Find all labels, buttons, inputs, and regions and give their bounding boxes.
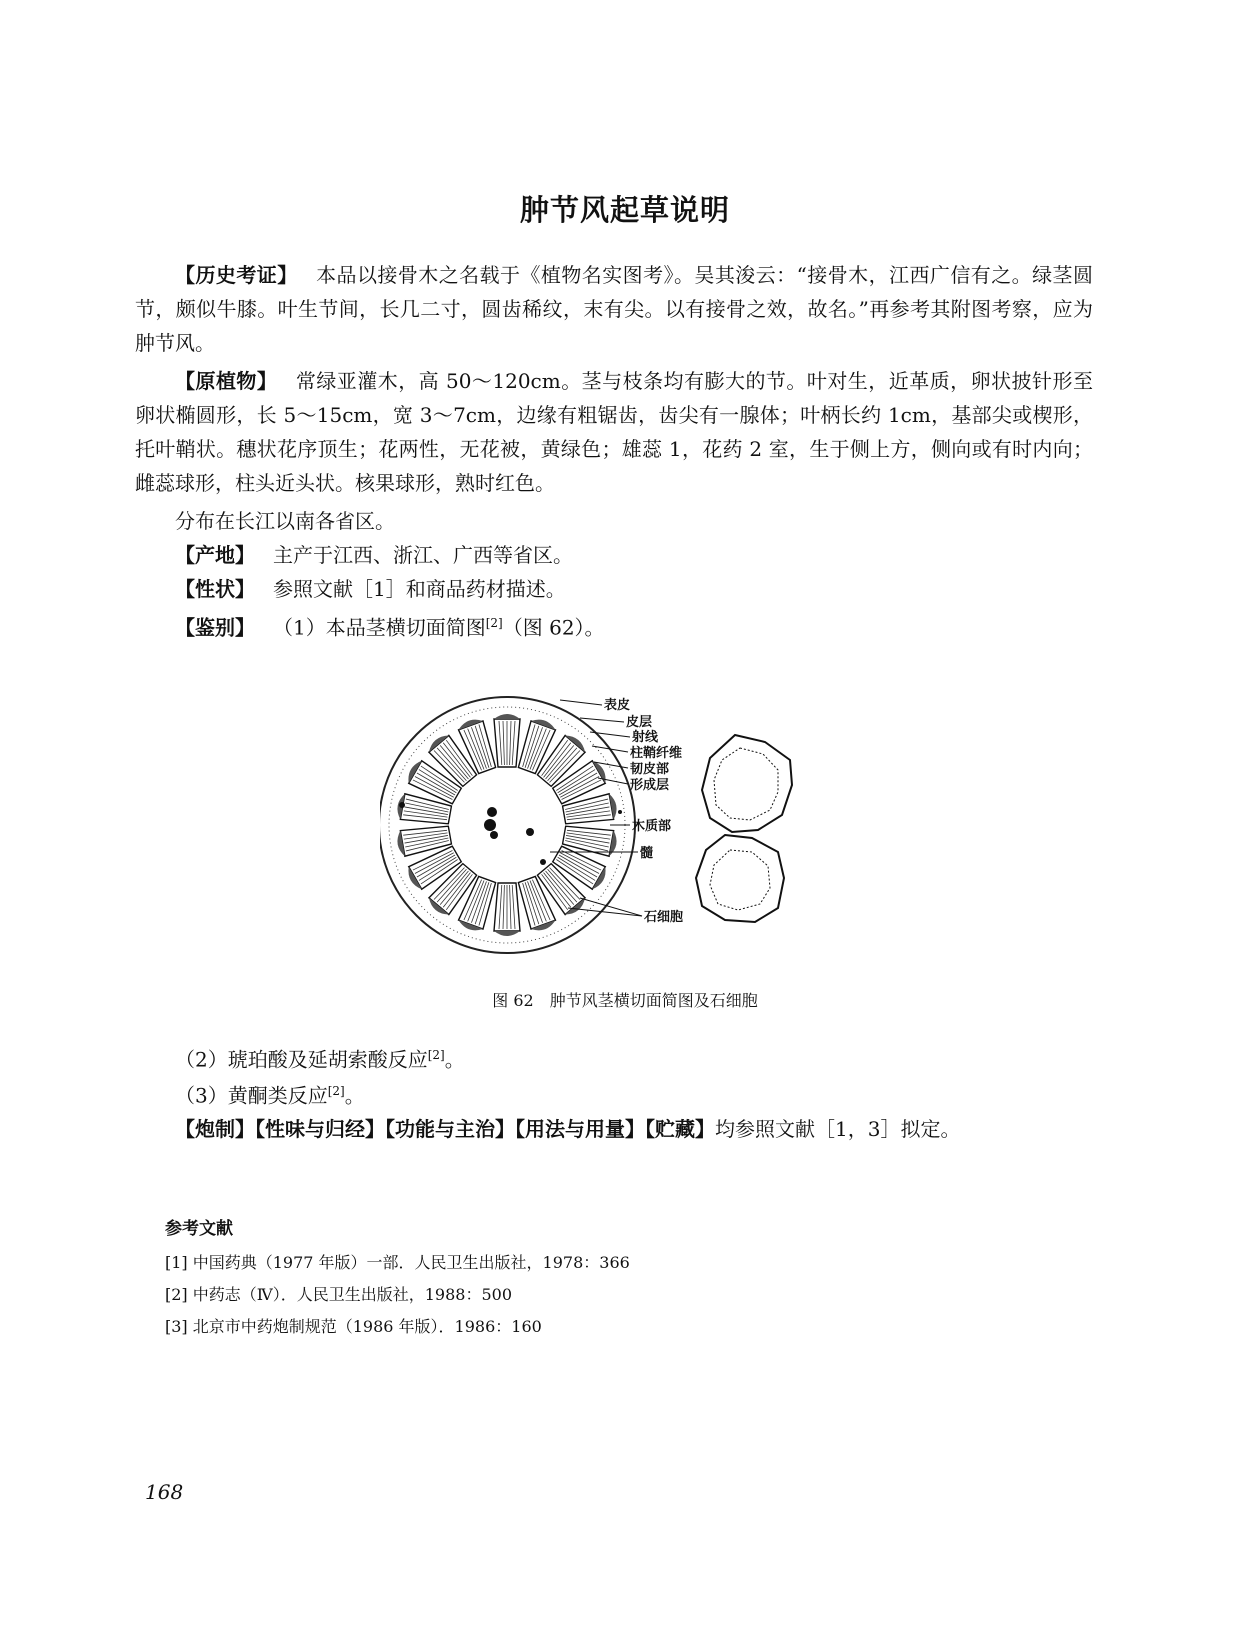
processing-paragraph [135,1112,1093,1146]
history-paragraph [135,258,1093,360]
vascular-bundles [395,714,618,936]
label-ray: 射线 [632,730,659,745]
label-cambium: 形成层 [630,778,670,793]
label-phloem: 韧皮部 [630,762,670,777]
vascular-bundle [494,883,520,936]
page-title: 肿节风起草说明 [519,193,730,227]
page-number: 168 [145,1480,184,1504]
identification-item2-ref: [2] [427,1048,445,1062]
history-text: 本品以接骨木之名载于《植物名实图考》。吴其浚云：“接骨木，江西广信有之。绿茎圆节，颇似牛膝。叶生节间，长几二寸，圆齿稀纹，末有尖。以有接骨之效，故名。”再参考其附图考察，应为肿节风。 [135,263,1093,355]
identification-item2-end: 。 [444,1047,465,1072]
processing-text: 均参照文献［1，3］拟定。 [715,1117,961,1141]
identification-item2: （2）琥珀酸及延胡索酸反应 [175,1047,428,1072]
identification-item2-line [135,1038,1093,1077]
reference-item: [3] 北京市中药炮制规范（1986 年版）．1986：160 [165,1317,542,1336]
reference-item: [2] 中药志（Ⅳ）．人民卫生出版社，1988：500 [165,1285,512,1304]
origin-text: 主产于江西、浙江、广西等省区。 [273,543,573,567]
processing-heading: 【炮制】 [175,1117,255,1141]
character-heading: 【性状】 [175,577,255,601]
label-xylem: 木质部 [632,819,672,834]
nature-heading: 【性味与归经】 [255,1117,385,1141]
identification-item1: （1）本品茎横切面简图 [273,615,486,640]
origin-heading: 【产地】 [175,543,255,567]
identification-item3-end: 。 [344,1083,365,1108]
stone-cell-upper [702,735,792,832]
label-cortex: 皮层 [626,715,653,730]
label-epidermis: 表皮 [604,698,631,713]
label-stone-cell: 石细胞 [644,910,684,925]
history-heading: 【历史考证】 [175,263,298,287]
cross-section-drawing [380,697,635,953]
origin-paragraph [135,538,1093,572]
vascular-bundle [494,714,520,767]
plant-heading: 【原植物】 [175,369,278,393]
stem-cross-section-figure [380,680,820,980]
distribution-text: 分布在长江以南各省区。 [175,509,395,533]
plant-paragraph [135,364,1093,500]
label-pith: 髓 [640,846,654,861]
distribution-paragraph [135,504,1093,538]
function-heading: 【功能与主治】 [385,1117,515,1141]
character-paragraph [135,572,1093,606]
identification-item1-ref: [2] [485,616,503,630]
stone-cell-lower [696,835,784,922]
identification-item3-ref: [2] [327,1084,345,1098]
identification-item1-tail: （图 62）。 [502,615,605,640]
figure-caption: 图 62 肿节风茎横切面简图及石细胞 [492,991,758,1010]
references-title: 参考文献 [165,1219,233,1239]
identification-item3: （3）黄酮类反应 [175,1083,328,1108]
character-text: 参照文献［1］和商品药材描述。 [273,577,566,601]
label-pericyclic-fiber: 柱鞘纤维 [630,746,683,761]
storage-heading: 【贮藏】 [645,1117,715,1141]
usage-heading: 【用法与用量】 [515,1117,645,1141]
identification-item3-line [135,1074,1093,1113]
plant-text: 常绿亚灌木，高 50～120cm。茎与枝条均有膨大的节。叶对生，近革质，卵状披针形至卵状椭圆形，长 5～15cm，宽 3～7cm，边缘有粗锯齿，齿尖有一腺体；叶柄长约 1cm，基部尖或楔形，托叶鞘状。穗状花序顶生；花两性，无花被，黄绿色；雄蕊 1，花药 2 室，生于侧上方，侧向或有时内向；雌蕊球形，柱头近头状。核果球形，熟时红色。 [135,369,1094,495]
identification-paragraph [135,606,1093,645]
reference-item: [1] 中国药典（1977 年版）一部．人民卫生出版社，1978：366 [165,1253,630,1272]
identification-heading: 【鉴别】 [175,615,255,640]
